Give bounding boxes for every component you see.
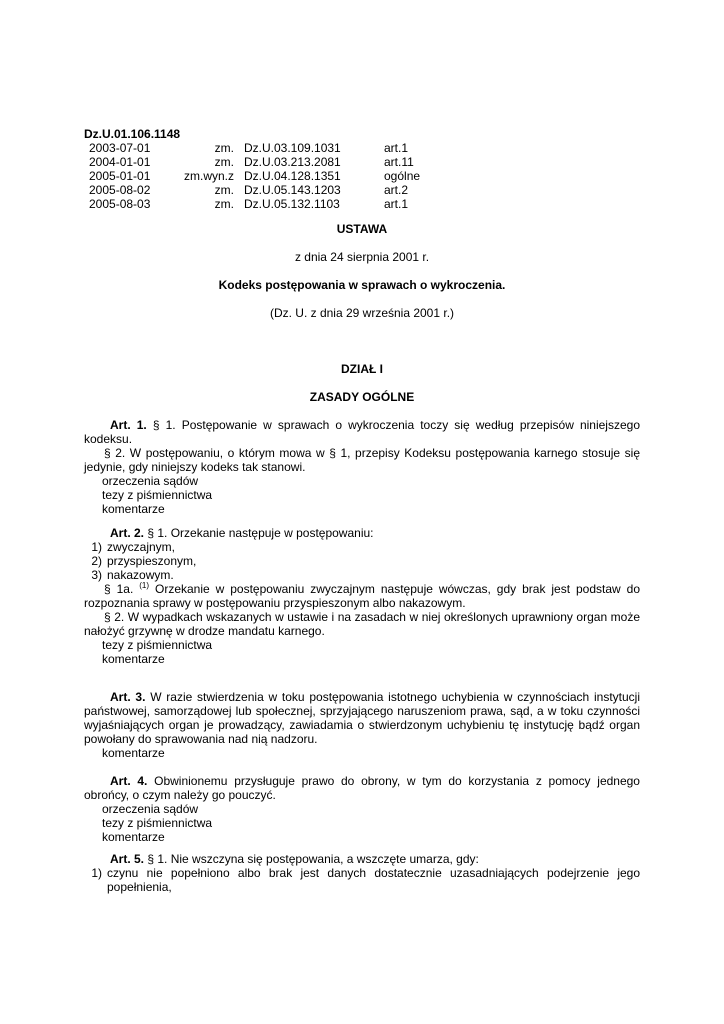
note-link[interactable]: tezy z piśmiennictwa bbox=[102, 488, 213, 502]
article-5-list bbox=[84, 866, 640, 894]
amendment-article: art.1 bbox=[384, 141, 409, 155]
act-date: z dnia 24 sierpnia 2001 r. bbox=[294, 250, 430, 264]
note-link[interactable]: tezy z piśmiennictwa bbox=[102, 638, 213, 652]
list-item bbox=[84, 568, 640, 582]
list-number: 2) bbox=[91, 554, 102, 568]
amendment-type: zm. bbox=[214, 155, 234, 169]
list-item bbox=[84, 866, 640, 894]
article-2-paragraph-2: § 2. W wypadkach wskazanych w ustawie i na zasadach w niej określonych uprawniony organ może nałożyć grzywnę w drodze mandatu karnego. bbox=[84, 610, 640, 638]
act-publication: (Dz. U. z dnia 29 września 2001 r.) bbox=[269, 306, 455, 320]
note-link[interactable]: komentarze bbox=[102, 652, 165, 666]
amendment-ref: Dz.U.05.143.1203 bbox=[244, 183, 341, 197]
amendment-ref: Dz.U.03.213.2081 bbox=[244, 155, 341, 169]
amendment-date: 2005-01-01 bbox=[89, 169, 151, 183]
article-4-paragraph-1 bbox=[84, 774, 640, 802]
article-3 bbox=[84, 690, 640, 760]
article-3-text: W razie stwierdzenia w toku postępowania istotnego uchybienia w czynnościach instytucji państwowej, samorządowej lub społecznej, sprzyjającego naruszeniom prawa, sąd, a w toku czynności wyjaśniających organ je prowadzący, zawiadamia o stwierdzonym uchybieniu tę instytucję bądź organ powołany do sprawowania nad nią nadzoru. bbox=[84, 690, 640, 746]
section-number: DZIAŁ I bbox=[341, 362, 383, 376]
paragraph-1a-prefix: § 1a. bbox=[104, 582, 134, 596]
article-5-label: Art. 5. bbox=[110, 852, 145, 866]
amendment-type: zm. bbox=[214, 183, 234, 197]
article-5-text: § 1. Nie wszczyna się postępowania, a wszczęte umarza, gdy: bbox=[144, 852, 479, 866]
amendment-article: art.11 bbox=[384, 155, 414, 169]
note-link[interactable]: komentarze bbox=[102, 746, 165, 760]
list-number: 3) bbox=[91, 568, 102, 582]
list-item bbox=[84, 540, 640, 554]
amendment-date: 2003-07-01 bbox=[89, 141, 151, 155]
paragraph-1a-text: Orzekanie w postępowaniu zwyczajnym następuje wówczas, gdy brak jest podstaw do rozpoznania sprawy w postępowaniu przyspieszonym albo nakazowym. bbox=[84, 582, 640, 610]
article-2-paragraph-1a bbox=[84, 582, 640, 610]
article-4 bbox=[84, 774, 640, 844]
article-2-paragraph-1 bbox=[84, 526, 640, 540]
list-text: zwyczajnym, bbox=[107, 540, 176, 554]
note-link[interactable]: komentarze bbox=[102, 502, 165, 516]
amendment-ref: Dz.U.05.132.1103 bbox=[244, 197, 340, 211]
list-text: nakazowym. bbox=[107, 568, 174, 582]
amendment-date: 2004-01-01 bbox=[89, 155, 151, 169]
note-link[interactable]: orzeczenia sądów bbox=[102, 802, 199, 816]
article-2 bbox=[84, 526, 640, 666]
amendment-ref: Dz.U.04.128.1351 bbox=[244, 169, 341, 183]
list-number: 1) bbox=[91, 866, 102, 880]
article-5-paragraph-1 bbox=[84, 852, 640, 866]
list-text: przyspieszonym, bbox=[107, 554, 197, 568]
article-2-text: § 1. Orzekanie następuje w postępowaniu: bbox=[144, 526, 374, 540]
article-5 bbox=[84, 852, 640, 894]
amendment-type: zm.wyn.z bbox=[183, 169, 234, 183]
note-link[interactable]: tezy z piśmiennictwa bbox=[102, 816, 213, 830]
act-title: Kodeks postępowania w sprawach o wykroczenia. bbox=[218, 278, 506, 292]
article-1-text: § 1. Postępowanie w sprawach o wykroczenia toczy się według przepisów niniejszego kodeksu. bbox=[84, 418, 640, 446]
article-4-label: Art. 4. bbox=[110, 774, 148, 788]
note-link[interactable]: komentarze bbox=[102, 830, 165, 844]
amendment-type: zm. bbox=[214, 141, 234, 155]
footnote-marker[interactable]: (1) bbox=[139, 581, 150, 590]
article-1 bbox=[84, 418, 640, 516]
article-1-label: Art. 1. bbox=[110, 418, 147, 432]
amendment-date: 2005-08-03 bbox=[89, 197, 151, 211]
article-4-text: Obwinionemu przysługuje prawo do obrony, w tym do korzystania z pomocy jednego obrońcy, o czym należy go pouczyć. bbox=[84, 774, 640, 802]
amendment-date: 2005-08-02 bbox=[89, 183, 151, 197]
list-item bbox=[84, 554, 640, 568]
amendment-article: art.2 bbox=[384, 183, 409, 197]
article-2-label: Art. 2. bbox=[110, 526, 145, 540]
amendment-type: zm. bbox=[214, 197, 234, 211]
list-text: czynu nie popełniono albo brak jest danych dostatecznie uzasadniających podejrzenie jego popełnienia, bbox=[107, 866, 640, 894]
section-title: ZASADY OGÓLNE bbox=[309, 390, 415, 404]
article-1-paragraph-2: § 2. W postępowaniu, o którym mowa w § 1, przepisy Kodeksu postępowania karnego stosuje się jedynie, gdy niniejszy kodeks tak stanowi. bbox=[84, 446, 640, 474]
article-1-paragraph-1 bbox=[84, 418, 640, 446]
article-2-list bbox=[84, 540, 640, 582]
note-link[interactable]: orzeczenia sądów bbox=[102, 474, 199, 488]
amendment-ref: Dz.U.03.109.1031 bbox=[244, 141, 341, 155]
article-3-paragraph-1 bbox=[84, 690, 640, 746]
amendment-article: art.1 bbox=[384, 197, 409, 211]
act-type: USTAWA bbox=[336, 222, 388, 236]
list-number: 1) bbox=[91, 540, 102, 554]
amendment-article: ogólne bbox=[384, 169, 421, 183]
document-id: Dz.U.01.106.1148 bbox=[84, 127, 181, 141]
article-3-label: Art. 3. bbox=[110, 690, 146, 704]
